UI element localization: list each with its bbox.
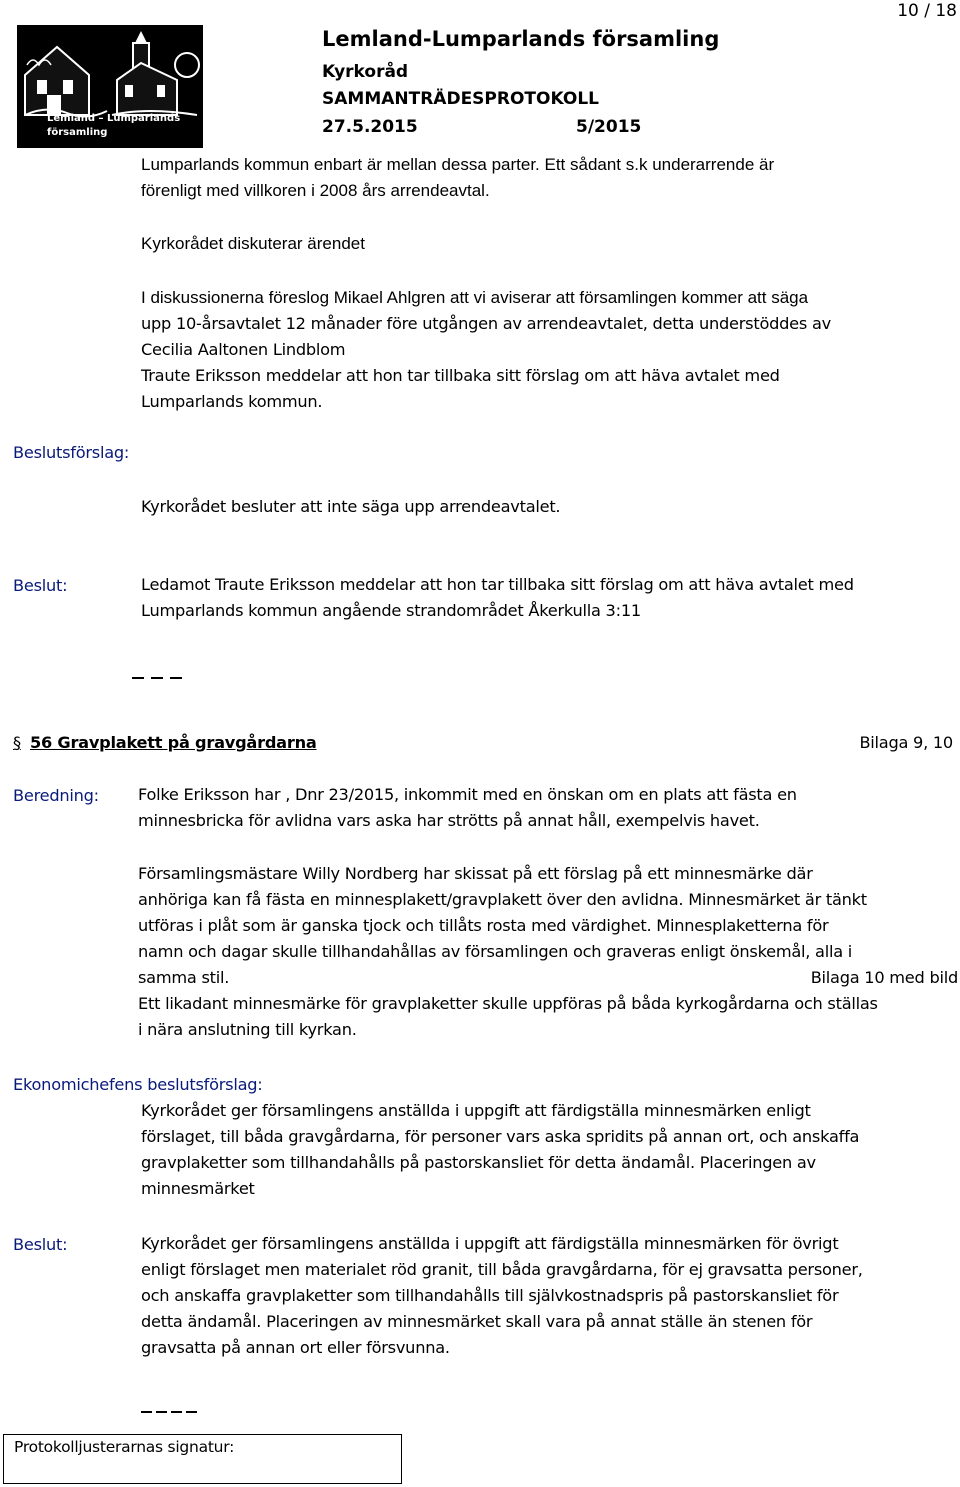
section-title: 56 Gravplakett på gravgårdarna xyxy=(30,733,317,752)
text-line: i nära anslutning till kyrkan. xyxy=(138,1020,357,1039)
text-line: Folke Eriksson har , Dnr 23/2015, inkommit med en önskan om en plats att fästa en xyxy=(138,785,797,804)
text-line: Kyrkorådet ger församlingens anställda i uppgift att färdigställa minnesmärken enligt xyxy=(141,1101,811,1120)
text-line: gravplaketter som tillhandahålls på pastorskansliet för detta ändamål. Placeringen av xyxy=(141,1153,816,1172)
text-line: Traute Eriksson meddelar att hon tar tillbaka sitt förslag om att häva avtalet med xyxy=(141,366,780,385)
text-line: Lumparlands kommun enbart är mellan dessa parter. Ett sådant s.k underarrende är xyxy=(141,155,775,174)
separator-dash xyxy=(132,677,144,679)
decision-text-2 xyxy=(141,1231,863,1361)
text-line: förslaget, till båda gravgårdarna, för personer vars aska spridits på annan ort, och anskaffa xyxy=(141,1127,860,1146)
discussion-paragraph xyxy=(141,285,831,415)
separator-dash xyxy=(171,1411,182,1413)
meeting-date: 27.5.2015 xyxy=(322,117,418,137)
text-line: upp 10-årsavtalet 12 månader före utgången av arrendeavtalet, detta understöddes av xyxy=(141,314,831,333)
preparation-text xyxy=(138,782,797,834)
text-line: gravsatta på annan ort eller försvunna. xyxy=(141,1338,450,1357)
church-illustration xyxy=(17,25,203,148)
econ-proposal-text xyxy=(141,1098,859,1202)
text-line: Cecilia Aaltonen Lindblom xyxy=(141,340,346,359)
discussion-heading: Kyrkorådet diskuterar ärendet xyxy=(141,234,365,253)
text-line: minnesmärket xyxy=(141,1179,255,1198)
doc-type: SAMMANTRÄDESPROTOKOLL xyxy=(322,89,600,109)
last-line-left: samma stil. xyxy=(138,968,230,987)
parish-logo xyxy=(17,25,203,148)
org-name: Lemland-Lumparlands församling xyxy=(322,27,720,51)
text-line: anhöriga kan få fästa en minnesplakett/gravplakett över den avlidna. Minnesmärket är tänkt xyxy=(138,890,867,909)
section-symbol: § xyxy=(13,733,21,752)
signature-box[interactable] xyxy=(3,1434,402,1484)
separator-dash xyxy=(151,677,163,679)
section-appendix: Bilaga 9, 10 xyxy=(859,733,953,752)
text-line: I diskussionerna föreslog Mikael Ahlgren att vi aviserar att församlingen kommer att säga xyxy=(141,288,809,307)
proposal-text: Kyrkorådet besluter att inte säga upp arrendeavtalet. xyxy=(141,497,561,516)
last-line-appendix: Bilaga 10 med bild xyxy=(810,968,958,987)
text-line: enligt förslaget men materialet röd granit, till båda gravgårdarna, för ej gravsatta personer, xyxy=(141,1260,863,1279)
text-line: Församlingsmästare Willy Nordberg har skissat på ett förslag på ett minnesmärke där xyxy=(138,864,813,883)
separator-dash xyxy=(141,1411,152,1413)
econ-proposal-label: Ekonomichefens beslutsförslag: xyxy=(13,1075,263,1094)
decision-label-2: Beslut: xyxy=(13,1235,68,1254)
text-line: Kyrkorådet ger församlingens anställda i uppgift att färdigställa minnesmärken för övrigt xyxy=(141,1234,839,1253)
separator-dash xyxy=(156,1411,167,1413)
text-line xyxy=(138,965,958,991)
proposal-label: Beslutsförslag: xyxy=(13,443,130,462)
preparation-text-2 xyxy=(138,861,958,1043)
page-number: 10 / 18 xyxy=(897,1,957,21)
body-name: Kyrkoråd xyxy=(322,62,409,82)
intro-paragraph xyxy=(141,152,774,204)
text-line: namn och dagar skulle tillhandahållas av församlingen och graveras enligt önskemål, alla i xyxy=(138,942,853,961)
text-line: minnesbricka för avlidna vars aska har strötts på annat håll, exempelvis havet. xyxy=(138,811,760,830)
decision-label: Beslut: xyxy=(13,576,68,595)
separator-dash xyxy=(170,677,182,679)
text-line: Ledamot Traute Eriksson meddelar att hon tar tillbaka sitt förslag om att häva avtalet med xyxy=(141,575,854,594)
signature-label: Protokolljusterarnas signatur: xyxy=(14,1438,235,1456)
logo-text-line2: församling xyxy=(47,127,108,138)
text-line: Lumparlands kommun angående strandområdet Åkerkulla 3:11 xyxy=(141,601,641,620)
preparation-label: Beredning: xyxy=(13,786,99,805)
text-line: utföras i plåt som är ganska tjock och tillåts rosta med värdighet. Minnesplaketterna för xyxy=(138,916,829,935)
text-line: detta ändamål. Placeringen av minnesmärket skall vara på annat ställe än stenen för xyxy=(141,1312,813,1331)
separator-dash xyxy=(186,1411,197,1413)
text-line: Ett likadant minnesmärke för gravplaketter skulle uppföras på båda kyrkogårdarna och ställas xyxy=(138,994,878,1013)
text-line: förenligt med villkoren i 2008 års arrendeavtal. xyxy=(141,181,490,200)
logo-text-line1: Lemland – Lumparlands xyxy=(47,113,181,124)
meeting-number: 5/2015 xyxy=(576,117,642,137)
decision-text xyxy=(141,572,854,624)
text-line: och anskaffa gravplaketter som tillhandahålls till självkostnadspris på pastorskansliet för xyxy=(141,1286,839,1305)
text-line: Lumparlands kommun. xyxy=(141,392,323,411)
